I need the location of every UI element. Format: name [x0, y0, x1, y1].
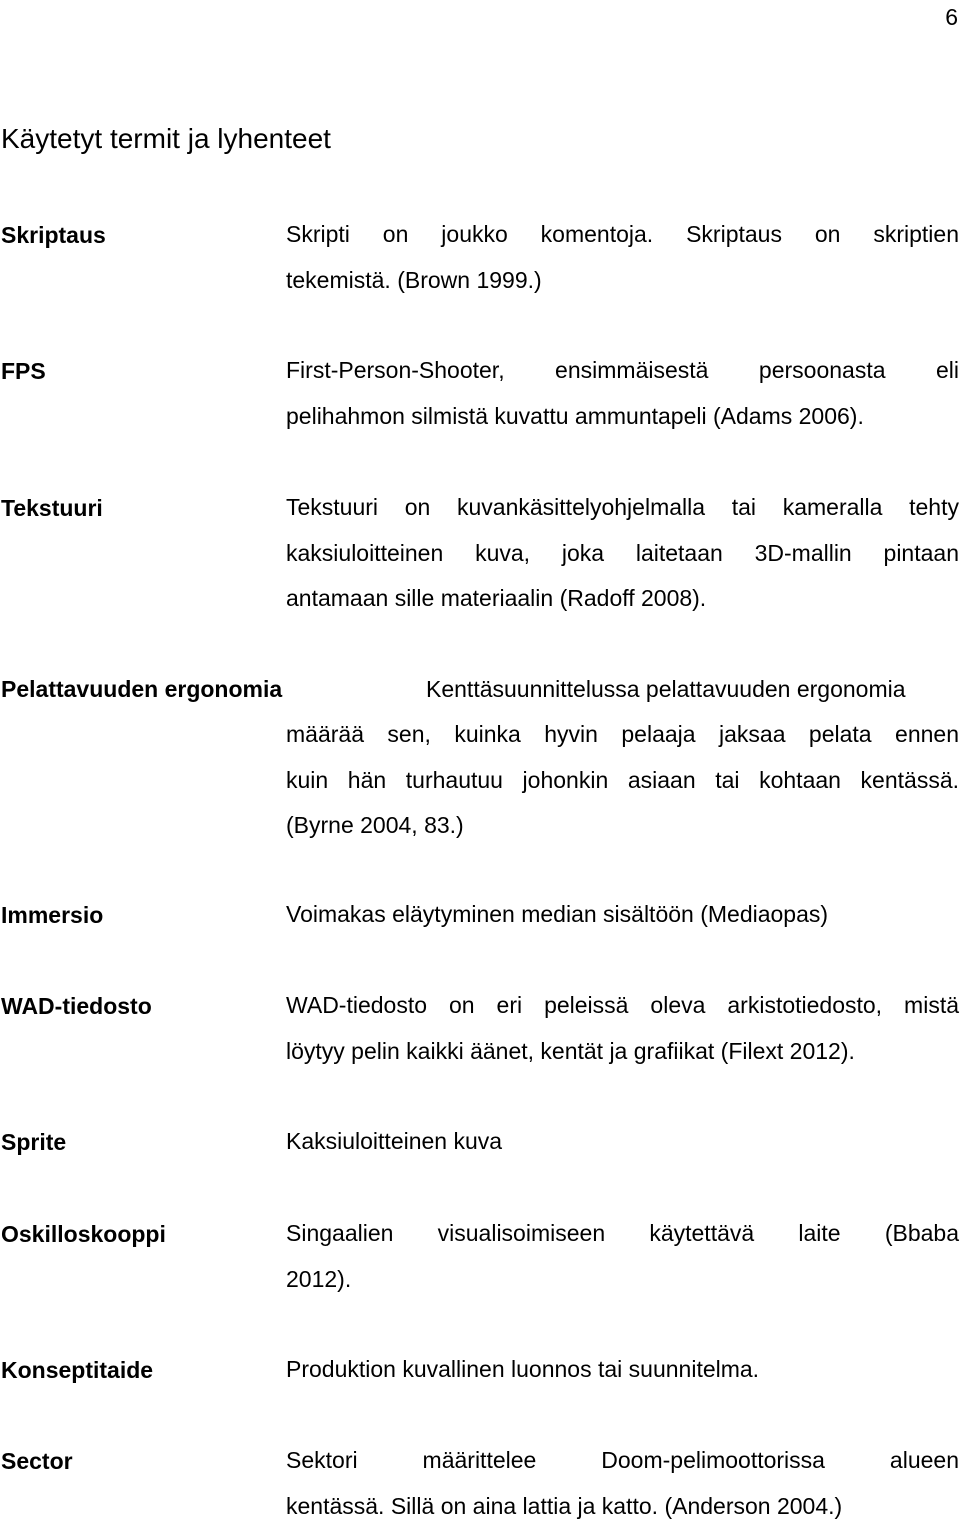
- definition-line: pelihahmon silmistä kuvattu ammuntapeli (Adams 2006).: [286, 394, 959, 440]
- definition-line: First-Person-Shooter, ensimmäisestä persoonasta eli: [286, 348, 959, 394]
- definition-line: löytyy pelin kaikki äänet, kentät ja grafiikat (Filext 2012).: [286, 1029, 959, 1075]
- term-sprite: Sprite: [1, 1127, 66, 1157]
- definition-line: Sektori määrittelee Doom-pelimoottorissa alueen: [286, 1438, 959, 1484]
- definition-line: WAD-tiedosto on eri peleissä oleva arkistotiedosto, mistä: [286, 983, 959, 1029]
- definition-wad-tiedosto: [286, 983, 959, 1074]
- definition-line: antamaan sille materiaalin (Radoff 2008).: [286, 576, 959, 622]
- definition-line: Kaksiuloitteinen kuva: [286, 1119, 959, 1165]
- definition-sector: [286, 1438, 959, 1529]
- definition-fps: [286, 348, 959, 439]
- definition-oskilloskooppi: [286, 1211, 959, 1302]
- definition-line: kuin hän turhautuu johonkin asiaan tai kohtaan kentässä.: [286, 758, 959, 804]
- definition-konseptitaide: [286, 1347, 959, 1393]
- term-fps: FPS: [1, 356, 46, 386]
- definition-line: Skripti on joukko komentoja. Skriptaus on skriptien: [286, 212, 959, 258]
- definition-line: Singaalien visualisoimiseen käytettävä laite (Bbaba: [286, 1211, 959, 1257]
- term-pelattavuuden-ergonomia: Pelattavuuden ergonomia: [1, 674, 282, 704]
- definition-line: (Byrne 2004, 83.): [286, 803, 959, 849]
- definition-line: Tekstuuri on kuvankäsittelyohjelmalla tai kameralla tehty: [286, 485, 959, 531]
- term-oskilloskooppi: Oskilloskooppi: [1, 1219, 166, 1249]
- definition-skriptaus: [286, 212, 959, 303]
- term-wad-tiedosto: WAD-tiedosto: [1, 991, 152, 1021]
- page-number: 6: [945, 2, 958, 32]
- definition-sprite: [286, 1119, 959, 1165]
- definition-line: kentässä. Sillä on aina lattia ja katto. (Anderson 2004.): [286, 1484, 959, 1529]
- definition-pelattavuuden-ergonomia: [286, 712, 959, 849]
- term-immersio: Immersio: [1, 900, 103, 930]
- term-konseptitaide: Konseptitaide: [1, 1355, 153, 1385]
- definition-lead-line: Kenttäsuunnittelussa pelattavuuden ergonomia: [426, 674, 959, 704]
- definition-immersio: [286, 892, 959, 938]
- term-skriptaus: Skriptaus: [1, 220, 106, 250]
- definition-tekstuuri: [286, 485, 959, 622]
- page-title: Käytetyt termit ja lyhenteet: [1, 121, 331, 157]
- definition-line: määrää sen, kuinka hyvin pelaaja jaksaa pelata ennen: [286, 712, 959, 758]
- definition-line: kaksiuloitteinen kuva, joka laitetaan 3D-mallin pintaan: [286, 531, 959, 577]
- definition-line: Produktion kuvallinen luonnos tai suunnitelma.: [286, 1347, 959, 1393]
- definition-line: Voimakas eläytyminen median sisältöön (Mediaopas): [286, 892, 959, 938]
- definition-line: tekemistä. (Brown 1999.): [286, 258, 959, 304]
- definition-line: 2012).: [286, 1257, 959, 1303]
- term-sector: Sector: [1, 1446, 73, 1476]
- term-tekstuuri: Tekstuuri: [1, 493, 103, 523]
